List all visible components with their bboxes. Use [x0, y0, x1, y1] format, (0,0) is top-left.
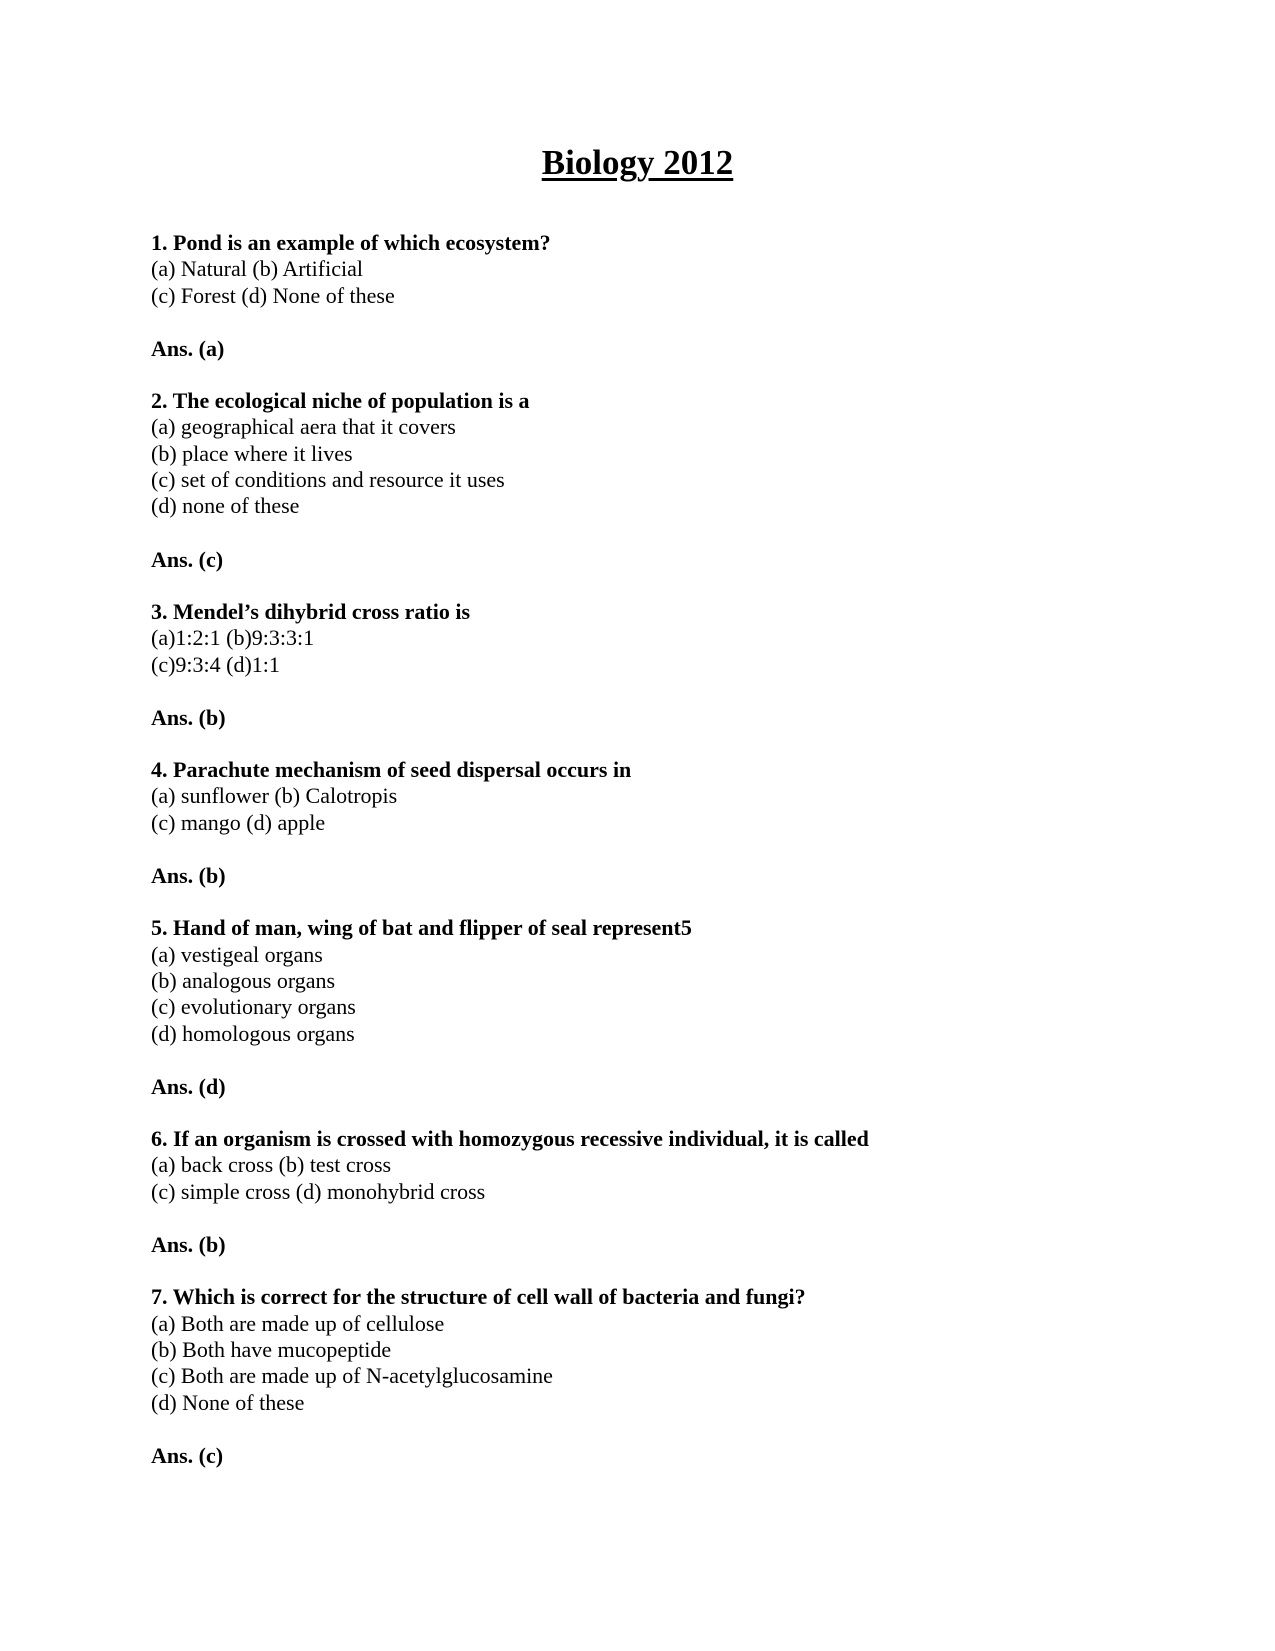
option-line: (c)9:3:4 (d)1:1: [151, 651, 280, 677]
option-line: (d) none of these: [151, 493, 300, 519]
answer-text: Ans. (b): [151, 863, 226, 889]
option-line: (c) Both are made up of N-acetylglucosamine: [151, 1363, 553, 1389]
page-title: Biology 2012: [541, 143, 734, 182]
option-line: (b) Both have mucopeptide: [151, 1336, 392, 1362]
question-text: 7. Which is correct for the structure of cell wall of bacteria and fungi?: [151, 1284, 806, 1310]
question-text: 4. Parachute mechanism of seed dispersal occurs in: [151, 757, 632, 783]
question-item: [151, 1284, 1201, 1469]
answer-text: Ans. (d): [151, 1073, 226, 1099]
option-line: (c) set of conditions and resource it uses: [151, 467, 505, 493]
question-text: 2. The ecological niche of population is a: [151, 388, 530, 414]
option-line: (b) place where it lives: [151, 440, 353, 466]
question-item: [151, 1126, 1201, 1258]
option-line: (d) None of these: [151, 1389, 305, 1415]
option-line: (b) analogous organs: [151, 967, 336, 993]
option-line: (a) sunflower (b) Calotropis: [151, 783, 398, 809]
question-text: 3. Mendel’s dihybrid cross ratio is: [151, 598, 471, 624]
question-item: [151, 599, 1201, 731]
option-line: (a) Both are made up of cellulose: [151, 1310, 445, 1336]
question-item: [151, 915, 1201, 1100]
question-item: [151, 388, 1201, 573]
option-line: (c) Forest (d) None of these: [151, 282, 395, 308]
question-item: [151, 230, 1201, 362]
option-line: (a) back cross (b) test cross: [151, 1152, 392, 1178]
answer-text: Ans. (a): [151, 335, 225, 361]
question-text: 5. Hand of man, wing of bat and flipper of seal represent5: [151, 915, 692, 941]
option-line: (c) simple cross (d) monohybrid cross: [151, 1178, 486, 1204]
question-item: [151, 757, 1201, 889]
answer-text: Ans. (b): [151, 1232, 226, 1258]
option-line: (c) evolutionary organs: [151, 994, 356, 1020]
option-line: (a)1:2:1 (b)9:3:3:1: [151, 625, 315, 651]
question-text: 1. Pond is an example of which ecosystem?: [151, 230, 551, 255]
option-line: (a) vestigeal organs: [151, 941, 323, 967]
option-line: (a) Natural (b) Artificial: [151, 256, 363, 282]
answer-text: Ans. (c): [151, 1442, 224, 1468]
answer-text: Ans. (c): [151, 546, 224, 572]
answer-text: Ans. (b): [151, 704, 226, 730]
option-line: (c) mango (d) apple: [151, 809, 326, 835]
option-line: (a) geographical aera that it covers: [151, 414, 456, 440]
question-text: 6. If an organism is crossed with homozygous recessive individual, it is called: [151, 1126, 869, 1152]
option-line: (d) homologous organs: [151, 1020, 355, 1046]
question-list: [151, 230, 1201, 1495]
